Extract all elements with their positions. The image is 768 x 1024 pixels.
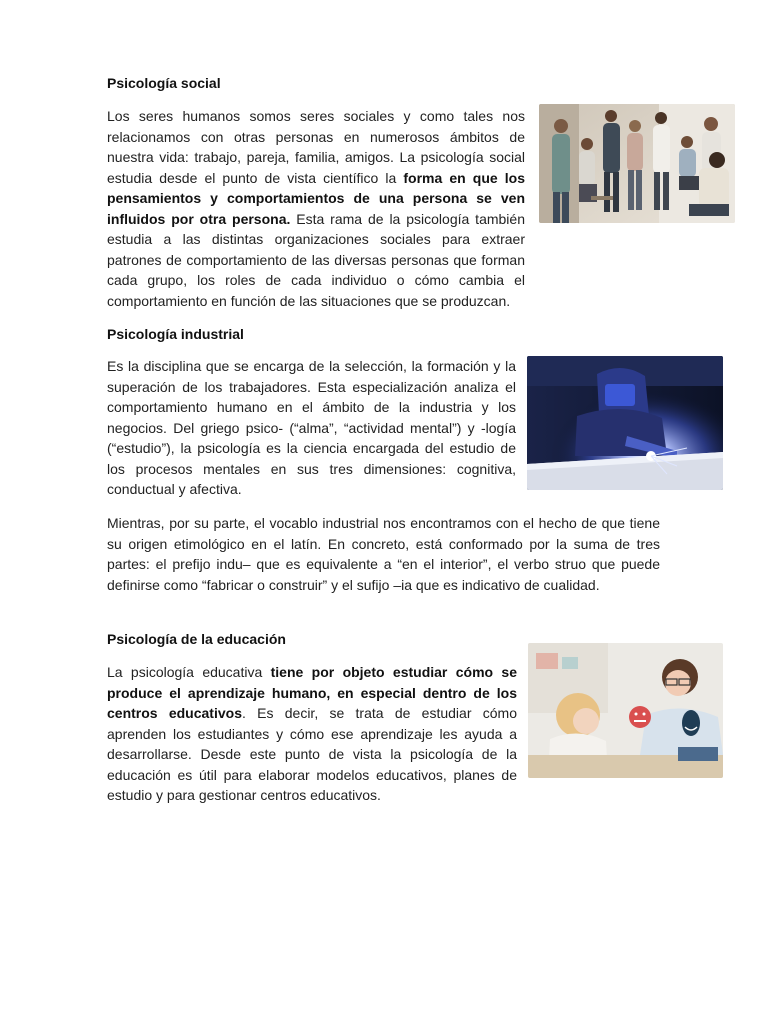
people-group-photo — [539, 104, 735, 223]
section-heading-social: Psicología social — [107, 75, 221, 91]
social-paragraph-top — [107, 106, 525, 311]
section-heading-industrial: Psicología industrial — [107, 326, 244, 342]
education-paragraph — [107, 662, 517, 806]
social-text: Los seres humanos somos seres sociales y como tales nos relacionamos con otras personas en numerosos ámbitos de nuestra vida: trabajo, pareja, familia, amigos. La psicología social estudia desde el punto de vista científico la — [107, 108, 525, 186]
social-bold-text: forma en que los pensamientos y comportamientos de una persona se ven influidos por otra persona. — [107, 169, 525, 227]
industrial-paragraph-2: Mientras, por su parte, el vocablo industrial nos encontramos con el hecho de que tiene su origen etimológico en el latín. En concreto, está conformado por la suma de tres partes: el prefijo indu– que es equivalente a “en el interior”, el verbo struo que puede definirse como “fabricar o construir” y el sufijo –ia que es indicativo de cualidad. — [107, 515, 660, 593]
social-text-rest: Esta rama de la psicología también estudia a las distintas organizaciones sociales para extraer patrones de comportamiento de las diversas personas que forman cada grupo, los roles de cada individuo o cómo cambia el comportamiento en función de las situaciones que se produzcan. — [107, 210, 525, 309]
education-text: La psicología educativa — [107, 664, 271, 680]
education-text-rest: . Es decir, se trata de estudiar cómo aprenden los estudiantes y cómo ese aprendizaje les ayuda a desarrollarse. Desde este punto de vista la psicología de la educación es útil para elaborar modelos educativos, planes de estudio y para gestionar centros educativos. — [107, 705, 517, 803]
teacher-child-photo — [528, 643, 723, 778]
industrial-paragraph-1: Es la disciplina que se encarga de la selección, la formación y la superación de los trabajadores. Esta especialización analiza el comportamiento humano en el ámbito de la industria y los negocios. Del griego psico- (“alma”, “actividad mental”) y -logía (“estudio”), la psicología es la ciencia encargada del estudio de los procesos mentales en sus tres dimensiones: cognitiva, conductual y afectiva. — [107, 358, 516, 497]
education-bold-text: tiene por objeto estudiar cómo se produce el aprendizaje humano, en especial dentro de los centros educativos — [107, 664, 517, 721]
section-heading-education: Psicología de la educación — [107, 631, 286, 647]
welder-photo — [527, 356, 723, 490]
